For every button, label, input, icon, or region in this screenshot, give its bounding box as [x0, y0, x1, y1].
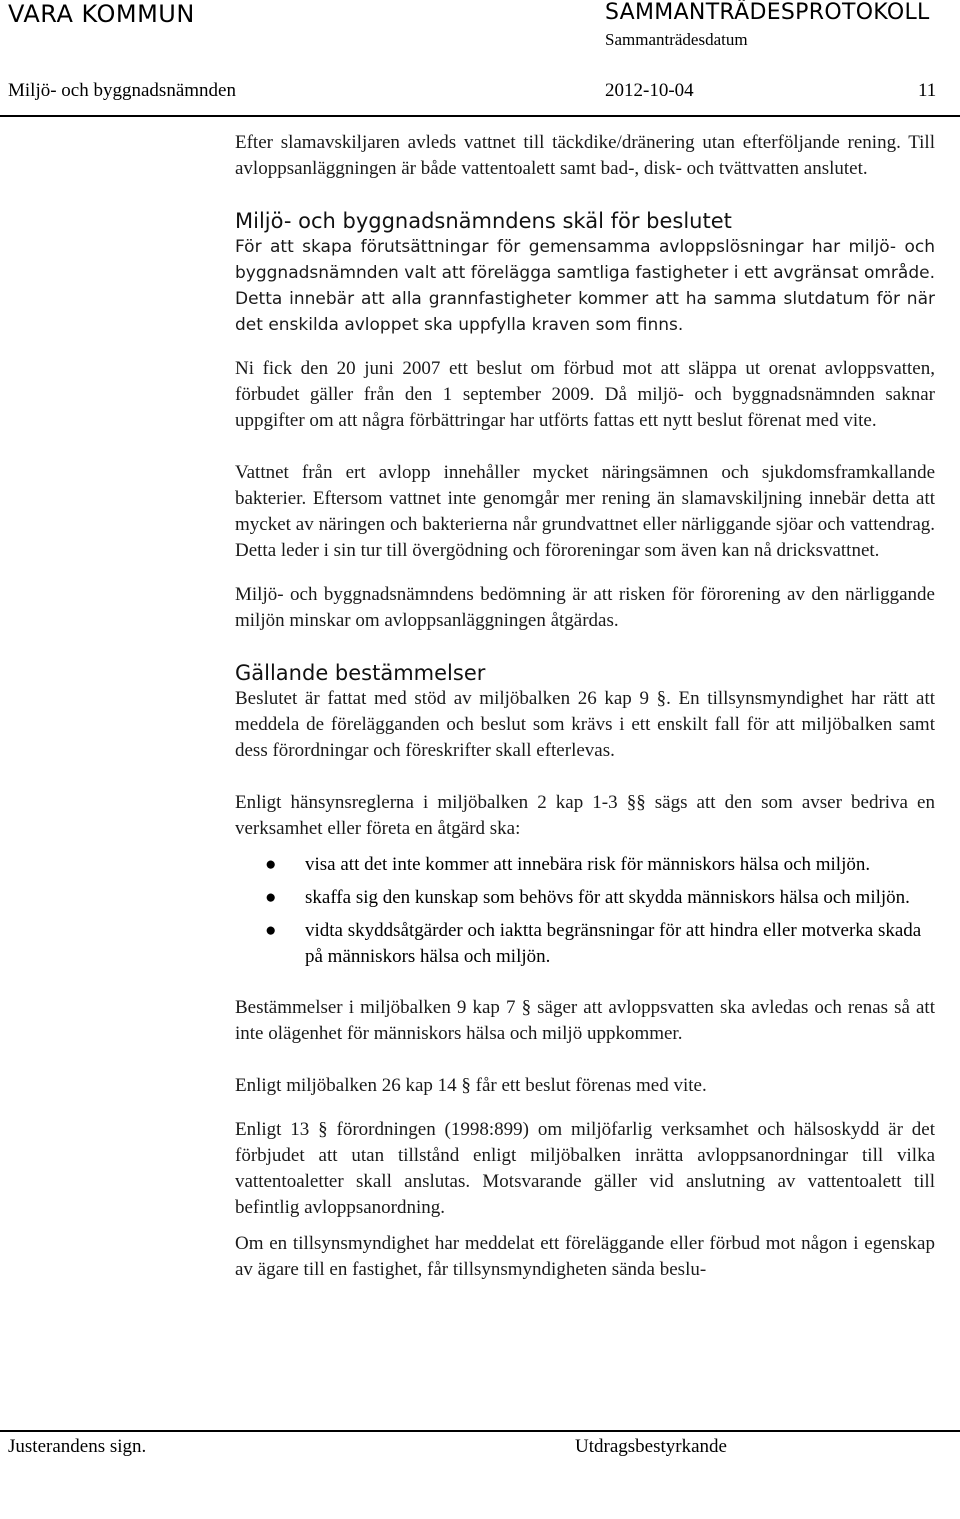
chapter-9-paragraph: Bestämmelser i miljöbalken 9 kap 7 § säger att avloppsvatten ska avledas och renas så att inte olägenhet för människors hälsa och miljö uppkommer. [235, 997, 935, 1044]
document-body [235, 130, 935, 1283]
adjuster-signature-label: Justerandens sign. [8, 1436, 147, 1457]
header-divider [0, 115, 960, 117]
meeting-date: 2012-10-04 [605, 80, 694, 101]
reasons-paragraph: För att skapa förutsättningar för gemensamma avloppslösningar har miljö- och byggnadsnämnden valt att förelägga samtliga fastigheter i ett avgränsat område. Detta innebär att alla grannfastigheter kommer att ha samma slutdatum för när det enskilda avloppet ska uppfylla kraven som finns. [235, 237, 935, 335]
legal-basis-paragraph: Beslutet är fattat med stöd av miljöbalken 26 kap 9 §. En tillsynsmyndighet har rätt att meddela de förelägganden och beslut som krävs i ett enskilt fall för att miljöbalken samt dess förordningar och föreskrifter skall efterlevas. [235, 688, 935, 761]
committee-name: Miljö- och byggnadsnämnden [8, 80, 236, 101]
meeting-date-label: Sammanträdesdatum [605, 30, 748, 49]
page-number: 11 [918, 80, 937, 101]
list-item: ● skaffa sig den kunskap som behövs för att skydda människors hälsa och miljön. [235, 885, 935, 911]
ordinance-paragraph: Enligt 13 § förordningen (1998:899) om miljöfarlig verksamhet och hälsoskydd är det förbjudet att utan tillstånd enligt miljöbalken inrätta avloppsanordningar till vilka vattentoaletter skall anslutas. Motsvarande gäller vid anslutning av vattentoalett till befintlig avloppsanordning. [235, 1119, 935, 1218]
section-heading-provisions: Gällande bestämmelser [235, 661, 486, 685]
section-heading-reasons: Miljö- och byggnadsnämndens skäl för beslutet [235, 209, 732, 233]
owner-paragraph: Om en tillsynsmyndighet har meddelat ett föreläggande eller förbud mot någon i egenskap av ägare till en fastighet, får tillsynsmyndigheten sända beslu- [235, 1233, 935, 1280]
list-item: ● visa att det inte kommer att innebära risk för människors hälsa och miljön. [235, 852, 935, 878]
bullet-icon: ● [265, 887, 277, 908]
document-type: SAMMANTRÄDESPROTOKOLL [605, 0, 930, 25]
fine-paragraph: Enligt miljöbalken 26 kap 14 § får ett beslut förenas med vite. [235, 1075, 707, 1096]
assessment-paragraph: Miljö- och byggnadsnämndens bedömning är att risken för förorening av den närliggande miljön minskar om avloppsanläggningen åtgärdas. [235, 584, 935, 631]
footer-divider [0, 1430, 960, 1432]
requirements-list [235, 852, 935, 970]
decision-paragraph: Ni fick den 20 juni 2007 ett beslut om förbud mot att släppa ut orenat avloppsvatten, förbudet gäller från den 1 september 2009. Då miljö- och byggnadsnämnden saknar uppgifter om att några förbättringar har utförts fattas ett nytt beslut förenat med vite. [235, 358, 935, 431]
intro-paragraph: Efter slamavskiljaren avleds vattnet till täckdike/dränering utan efterföljande rening. Till avloppsanläggningen är både vattentoalett samt bad-, disk- och tvättvatten anslutet. [235, 132, 935, 179]
extract-certification-label: Utdragsbestyrkande [575, 1436, 727, 1457]
list-item: ● vidta skyddsåtgärder och iaktta begränsningar för att hindra eller motverka skada på människors hälsa och miljön. [265, 920, 922, 967]
water-paragraph: Vattnet från ert avlopp innehåller mycket näringsämnen och sjukdomsframkallande bakterier. Eftersom vattnet inte genomgår mer rening än slamavskiljning innebär detta att mycket av näringen och bakterierna når grundvattnet eller närliggande sjöar och vattendrag. Detta leder i sin tur till övergödning och föroreningar som även kan nå dricksvattnet. [235, 462, 935, 561]
bullet-icon: ● [265, 854, 277, 875]
organization-name: VARA KOMMUN [8, 0, 195, 28]
consideration-rules-paragraph: Enligt hänsynsreglerna i miljöbalken 2 kap 1-3 §§ sägs att den som avser bedriva en verksamhet eller företa en åtgärd ska: [235, 792, 935, 839]
bullet-icon: ● [265, 920, 277, 941]
